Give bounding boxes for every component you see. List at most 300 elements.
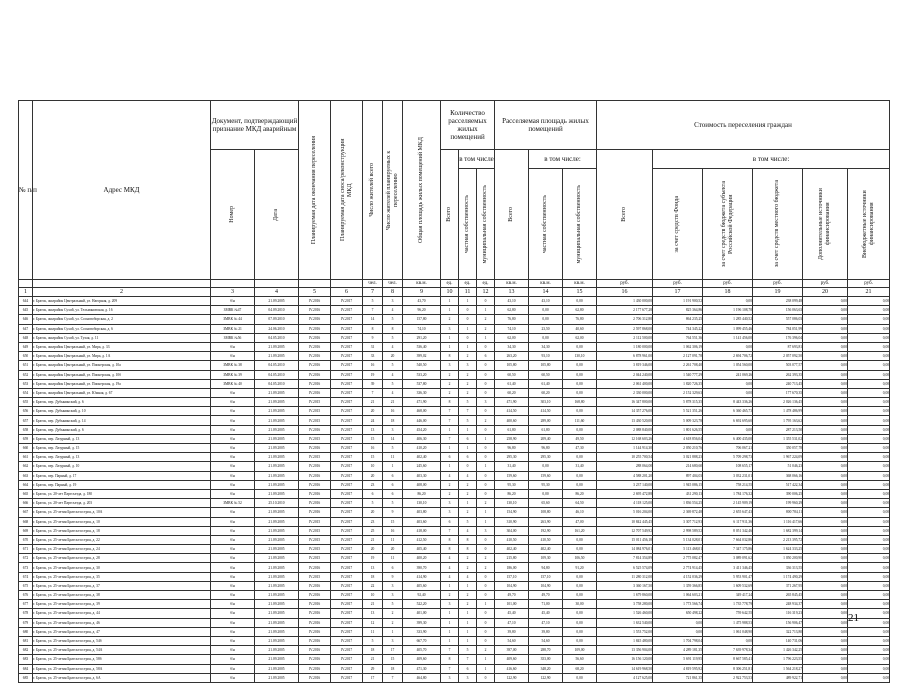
table-cell: 46,10 (563, 508, 597, 517)
table-cell: 557 086,03 (753, 315, 803, 324)
table-cell: 1 (477, 655, 495, 664)
table-cell: 0,00 (803, 664, 848, 673)
table-cell: 21.09.2005 (255, 342, 299, 351)
table-row (19, 480, 890, 489)
address-cell: г. Братск, жилрайон Центральный, ул. Пионерская, д. 10б (33, 370, 211, 379)
table-cell: 10 (363, 462, 383, 471)
table-cell: 7 814 354,89 (597, 554, 653, 563)
table-cell: 652 (19, 370, 33, 379)
table-cell: IV.2016 (299, 342, 331, 351)
table-cell: 10 (363, 591, 383, 600)
table-cell: 21.09.2005 (255, 297, 299, 306)
table-cell: IV.2017 (331, 370, 363, 379)
table-cell: 0,00 (848, 315, 890, 324)
table-cell: 21.09.2005 (255, 572, 299, 581)
table-cell: 176 396,04 (753, 333, 803, 342)
table-cell: IV.2017 (331, 333, 363, 342)
table-cell: 0,00 (563, 572, 597, 581)
table-cell: 21.09.2005 (255, 471, 299, 480)
table-row (19, 535, 890, 544)
table-cell: 39,80 (529, 627, 563, 636)
table-cell: 5 (363, 297, 383, 306)
table-cell: IV.2017 (331, 388, 363, 397)
table-cell: 4 819 595,92 (653, 664, 703, 673)
table-cell: 21.09.2005 (255, 398, 299, 407)
table-cell: 399,30 (403, 618, 441, 627)
column-numbers-row (19, 288, 890, 297)
table-cell: 0,00 (563, 627, 597, 636)
table-cell: 0,00 (803, 370, 848, 379)
table-cell: 106,50 (563, 554, 597, 563)
table-cell: 1 784 176,32 (703, 489, 753, 498)
table-cell: 5 (459, 517, 477, 526)
table-cell: IV.2017 (331, 664, 363, 673)
table-cell: 8 (441, 655, 459, 664)
table-cell: 21.09.2005 (255, 646, 299, 655)
column-number-cell: 17 (653, 288, 703, 297)
table-cell: 04.05.2010 (255, 370, 299, 379)
table-cell: 105,80 (529, 361, 563, 370)
table-cell: 17 (383, 646, 403, 655)
header-col8: Число жителей планируемых к переселению (383, 101, 403, 280)
table-cell: IV.2016 (299, 425, 331, 434)
table-cell: 39 (363, 379, 383, 388)
table-cell: 2 (459, 352, 477, 361)
table-cell: 2 177 677,28 (597, 306, 653, 315)
table-cell: 1 (477, 517, 495, 526)
table-cell: 18 (363, 646, 383, 655)
table-cell: 60,20 (495, 388, 529, 397)
unit-cell: руб. (597, 280, 653, 288)
table-cell: 0,00 (803, 545, 848, 554)
table-row (19, 453, 890, 462)
table-cell: 1 475 988,53 (703, 618, 753, 627)
table-cell: 43,10 (529, 297, 563, 306)
table-cell: 666 (19, 499, 33, 508)
table-cell: 0,00 (529, 306, 563, 315)
table-cell: 1 526 460,00 (597, 609, 653, 618)
table-cell: 25.10.2010 (255, 499, 299, 508)
table-cell: 471,90 (403, 398, 441, 407)
table-cell: 759 642,55 (703, 609, 753, 618)
table-cell: 1 820 726,35 (653, 379, 703, 388)
table-cell: 0,00 (848, 664, 890, 673)
table-cell: 7 (459, 407, 477, 416)
table-cell: 21.09.2005 (255, 655, 299, 664)
table-cell: 6 692 695,60 (703, 416, 753, 425)
table-cell: 14 084 976,01 (597, 545, 653, 554)
table-cell: 2 (477, 416, 495, 425)
table-cell: 21.09.2005 (255, 581, 299, 590)
table-cell: IV.2017 (331, 453, 363, 462)
table-cell: 94,80 (529, 563, 563, 572)
table-body (19, 297, 890, 683)
table-cell: 3 (383, 636, 403, 645)
table-cell: 658 (19, 425, 33, 434)
table-cell: 0 (459, 333, 477, 342)
table-cell: 21 (383, 398, 403, 407)
table-cell: 2 152 329,63 (653, 388, 703, 397)
table-cell: 16 (383, 407, 403, 416)
table-cell: 16 (383, 526, 403, 535)
table-cell: 116 319,23 (753, 609, 803, 618)
table-cell: 0,00 (848, 489, 890, 498)
table-cell: 3 (383, 581, 403, 590)
table-cell: 6 (363, 489, 383, 498)
table-cell: 0,00 (529, 315, 563, 324)
table-cell: 0 (477, 673, 495, 682)
table-cell: 2 694 706,72 (703, 352, 753, 361)
table-cell: 336,30 (403, 388, 441, 397)
table-cell: 7 (363, 306, 383, 315)
column-number-cell: 15 (563, 288, 597, 297)
table-cell: 295,30 (495, 453, 529, 462)
header-local: за счет средств местного бюджета (753, 169, 803, 280)
table-cell: 12 (363, 618, 383, 627)
table-cell: 1 945 086,15 (653, 480, 703, 489)
table-cell: 0,00 (703, 425, 753, 434)
table-cell: 9 (383, 572, 403, 581)
header-cost-group: Стоимость переселения граждан (597, 101, 890, 150)
table-cell: 21.09.2005 (255, 407, 299, 416)
table-cell: 95,30 (529, 480, 563, 489)
table-cell: 644 (19, 297, 33, 306)
table-cell: IV.2017 (331, 361, 363, 370)
table-cell: 1 191 900,52 (653, 297, 703, 306)
table-cell: IV.2016 (299, 489, 331, 498)
header-col9: Общая площадь жилых помещений МКД (403, 101, 441, 280)
table-cell: б/н (211, 618, 255, 627)
table-row (19, 591, 890, 600)
table-cell: 21.09.2005 (255, 434, 299, 443)
table-cell: 7 639 978,34 (703, 646, 753, 655)
header-doc-number: Номер (211, 150, 255, 280)
table-cell: 60,50 (495, 370, 529, 379)
table-cell: ЗМВК № 38 (211, 361, 255, 370)
address-cell: г. Братск, пер. Лазурный, д. 13 (33, 453, 211, 462)
table-cell: 0 (477, 591, 495, 600)
address-cell: г. Братск, пер. Дубынинский, д. 14 (33, 416, 211, 425)
table-cell: 0,00 (803, 388, 848, 397)
table-cell: 0,00 (848, 609, 890, 618)
table-cell: 5 (383, 379, 403, 388)
table-cell: 645 (19, 306, 33, 315)
table-cell: 159,60 (529, 471, 563, 480)
table-cell: IV.2017 (331, 480, 363, 489)
table-cell: 86,20 (563, 489, 597, 498)
table-cell: 1 609 532,69 (703, 581, 753, 590)
table-cell: 683 (19, 655, 33, 664)
table-cell: 13 (363, 609, 383, 618)
table-cell: 8 051 342,46 (703, 526, 753, 535)
table-cell: б/н (211, 581, 255, 590)
table-cell: 684 (19, 664, 33, 673)
table-cell: 0,00 (848, 297, 890, 306)
header-count-municipal: муниципальная собственность (477, 169, 495, 280)
table-cell: IV.2016 (299, 444, 331, 453)
table-cell: 408,00 (403, 480, 441, 489)
table-cell: IV.2017 (331, 627, 363, 636)
table-cell: 6 878 961,00 (597, 352, 653, 361)
table-cell: 454,20 (403, 425, 441, 434)
table-cell: IV.2016 (299, 297, 331, 306)
table-cell: 130,10 (495, 499, 529, 508)
table-cell: 3 237 140,00 (597, 480, 653, 489)
table-cell: 0,00 (803, 379, 848, 388)
table-cell: IV.2015 (299, 545, 331, 554)
table-cell: 0,00 (803, 508, 848, 517)
table-cell: 660 (19, 444, 33, 453)
table-cell: IV.2016 (299, 324, 331, 333)
table-cell: 2 (477, 499, 495, 508)
table-cell: 47,10 (495, 618, 529, 627)
table-cell: 2 261 708,40 (653, 361, 703, 370)
table-cell: 45,40 (495, 609, 529, 618)
table-cell: 15 (383, 655, 403, 664)
table-cell: 1 (441, 425, 459, 434)
table-cell: 5 (363, 636, 383, 645)
table-row (19, 471, 890, 480)
table-cell: 0,00 (848, 480, 890, 489)
table-cell: 1 062 306,19 (653, 342, 703, 351)
address-cell: г. Братск, ул. 25-летия Братскгэсстроя, д. 10 (33, 517, 211, 526)
address-cell: г. Братск, ул. 25-летия Братскгэсстроя, д. 30 (33, 563, 211, 572)
table-cell: 0,00 (529, 489, 563, 498)
table-cell: 2 (477, 315, 495, 324)
table-cell: 0,00 (848, 434, 890, 443)
table-cell: IV.2015 (299, 554, 331, 563)
table-cell: 1 (441, 581, 459, 590)
table-row (19, 489, 890, 498)
table-cell: 5 (383, 333, 403, 342)
table-cell: 2 369 872,48 (653, 508, 703, 517)
table-cell: 87 693,81 (753, 342, 803, 351)
table-cell: 0,00 (563, 379, 597, 388)
table-cell: 11 (363, 627, 383, 636)
table-cell: IV.2015 (299, 453, 331, 462)
header-area-group: Расселяемая площадь жилых помещений (495, 101, 597, 150)
table-cell: б/н (211, 462, 255, 471)
table-cell: 1 (441, 462, 459, 471)
table-cell: 96,20 (403, 306, 441, 315)
table-cell: 517 422,34 (753, 480, 803, 489)
table-cell: 291,20 (403, 333, 441, 342)
table-cell: IV.2017 (331, 646, 363, 655)
table-cell: 1 (477, 508, 495, 517)
table-cell: IV.2017 (331, 526, 363, 535)
table-row (19, 306, 890, 315)
table-cell: 2 (459, 508, 477, 517)
table-cell: IV.2016 (299, 315, 331, 324)
table-cell: 109,00 (563, 646, 597, 655)
table-cell: 263,90 (529, 517, 563, 526)
table-cell: 248 934,37 (753, 600, 803, 609)
table-cell: 20 (383, 352, 403, 361)
table-cell: 671 (19, 545, 33, 554)
table-cell: IV.2016 (299, 462, 331, 471)
table-cell: 21.09.2005 (255, 600, 299, 609)
table-cell: 21.09.2005 (255, 627, 299, 636)
table-cell: 3 (459, 361, 477, 370)
table-cell: IV.2017 (331, 297, 363, 306)
table-cell: 20 (363, 508, 383, 517)
table-cell: 349 417,24 (703, 591, 753, 600)
table-cell: 91,20 (563, 563, 597, 572)
table-cell: 0,00 (848, 600, 890, 609)
table-cell: 0,00 (803, 646, 848, 655)
table-cell: 0,00 (848, 342, 890, 351)
table-cell: 348,20 (529, 664, 563, 673)
table-cell: 1 (459, 581, 477, 590)
table-cell: 18 (383, 416, 403, 425)
table-cell: 76,80 (495, 315, 529, 324)
table-cell: 0 (477, 342, 495, 351)
table-cell: 353,00 (529, 655, 563, 664)
table-cell: 1 (383, 627, 403, 636)
table-cell: 0,00 (703, 379, 753, 388)
table-cell: IV.2016 (299, 480, 331, 489)
page-number: 21 (848, 612, 859, 624)
table-cell: 1 (459, 444, 477, 453)
table-cell: 0,00 (529, 333, 563, 342)
table-cell: ЗМВК № 21 (211, 324, 255, 333)
table-cell: 0,00 (803, 444, 848, 453)
table-cell: 241 069,26 (703, 370, 753, 379)
table-row (19, 434, 890, 443)
table-cell: 721 861,35 (653, 673, 703, 682)
table-cell: 371 267,95 (753, 581, 803, 590)
table-cell: 0 (477, 545, 495, 554)
table-cell: 3 (441, 324, 459, 333)
table-cell: 2 775 082,47 (653, 554, 703, 563)
table-cell: 5 (459, 398, 477, 407)
table-cell: 0,00 (848, 636, 890, 645)
table-cell: 405,60 (403, 581, 441, 590)
table-row (19, 563, 890, 572)
table-cell: 0,00 (803, 609, 848, 618)
table-cell: 7 347 175,86 (703, 545, 753, 554)
table-cell: 0 (459, 315, 477, 324)
address-cell: г. Братск, пер. Дубынинский, д. 10 (33, 407, 211, 416)
table-cell: 3 (459, 673, 477, 682)
table-cell: IV.2016 (299, 379, 331, 388)
table-cell: 1 (459, 499, 477, 508)
table-cell: 1 426 342,25 (753, 646, 803, 655)
table-cell: IV.2016 (299, 306, 331, 315)
column-number-cell: 3 (211, 288, 255, 297)
table-cell: 13 (363, 563, 383, 572)
table-row (19, 324, 890, 333)
table-row (19, 333, 890, 342)
table-cell: 0,00 (803, 636, 848, 645)
table-cell: 677 (19, 600, 33, 609)
table-cell: 16 347 800,00 (597, 398, 653, 407)
table-cell: 21.09.2005 (255, 508, 299, 517)
table-cell: 0,00 (803, 352, 848, 361)
table-cell: 0,00 (563, 361, 597, 370)
table-cell: 0,00 (803, 581, 848, 590)
table-cell: 21.09.2005 (255, 352, 299, 361)
table-cell: 0,00 (563, 425, 597, 434)
table-cell: 0,00 (803, 673, 848, 682)
table-cell: 56,60 (563, 655, 597, 664)
table-cell: 10 842 445,45 (597, 517, 653, 526)
table-cell: 0,00 (803, 407, 848, 416)
table-cell: 410,20 (403, 444, 441, 453)
table-cell: 1 174 490,29 (753, 572, 803, 581)
column-number-cell: 20 (803, 288, 848, 297)
table-cell: 2 (459, 370, 477, 379)
table-cell: 654 (19, 388, 33, 397)
table-cell: IV.2016 (299, 563, 331, 572)
table-cell: 653 (19, 379, 33, 388)
table-cell: 156 063,63 (753, 306, 803, 315)
table-cell: 21.09.2005 (255, 517, 299, 526)
table-cell: 2 050 210,76 (653, 444, 703, 453)
table-cell: 177 670,35 (753, 388, 803, 397)
table-cell: 04.05.2010 (255, 333, 299, 342)
table-cell: 21.09.2005 (255, 618, 299, 627)
table-cell: 61,40 (495, 379, 529, 388)
table-cell: 414,90 (403, 572, 441, 581)
table-cell: 157,80 (403, 315, 441, 324)
header-excess: Внебюджетные источники финансирования (848, 169, 890, 280)
table-cell: IV.2017 (331, 444, 363, 453)
table-cell: б/н (211, 425, 255, 434)
table-row (19, 342, 890, 351)
table-cell: 3 (441, 600, 459, 609)
table-cell: 161,20 (563, 526, 597, 535)
table-row (19, 398, 890, 407)
table-cell: 1 (477, 664, 495, 673)
table-cell: 0,00 (848, 535, 890, 544)
table-cell: 489 922,71 (753, 673, 803, 682)
unit-cell: чел. (383, 280, 403, 288)
table-cell: IV.2017 (331, 462, 363, 471)
table-cell: 3 (441, 499, 459, 508)
unit-cell: кв.м. (403, 280, 441, 288)
table-cell: 764 551,36 (653, 333, 703, 342)
table-cell: IV.2017 (331, 379, 363, 388)
table-cell: 1 836 554,25 (653, 499, 703, 508)
table-cell: б/н (211, 416, 255, 425)
table-cell: 0 (477, 480, 495, 489)
table-cell: б/н (211, 572, 255, 581)
table-cell: 288 064,00 (597, 462, 653, 471)
table-cell: 0,00 (848, 379, 890, 388)
table-cell: 9 (383, 508, 403, 517)
table-cell: 21.09.2005 (255, 554, 299, 563)
table-cell: 15 (363, 434, 383, 443)
table-cell: 30,00 (563, 600, 597, 609)
table-cell: 0,00 (703, 297, 753, 306)
table-cell: 23,50 (529, 324, 563, 333)
table-row (19, 379, 890, 388)
table-cell: 4 127 625,00 (597, 673, 653, 682)
table-cell: IV.2017 (331, 324, 363, 333)
table-row (19, 352, 890, 361)
table-cell: 540,50 (403, 361, 441, 370)
table-cell: 5 (459, 416, 477, 425)
table-cell: 21.09.2005 (255, 636, 299, 645)
table-cell: 471,90 (495, 398, 529, 407)
table-cell: 2 026 136,45 (753, 398, 803, 407)
table-cell: 62,00 (495, 333, 529, 342)
table-cell: 400,60 (495, 416, 529, 425)
table-cell: 659 (19, 434, 33, 443)
table-cell: 21.09.2005 (255, 664, 299, 673)
table-cell: 1 795 163,62 (753, 416, 803, 425)
